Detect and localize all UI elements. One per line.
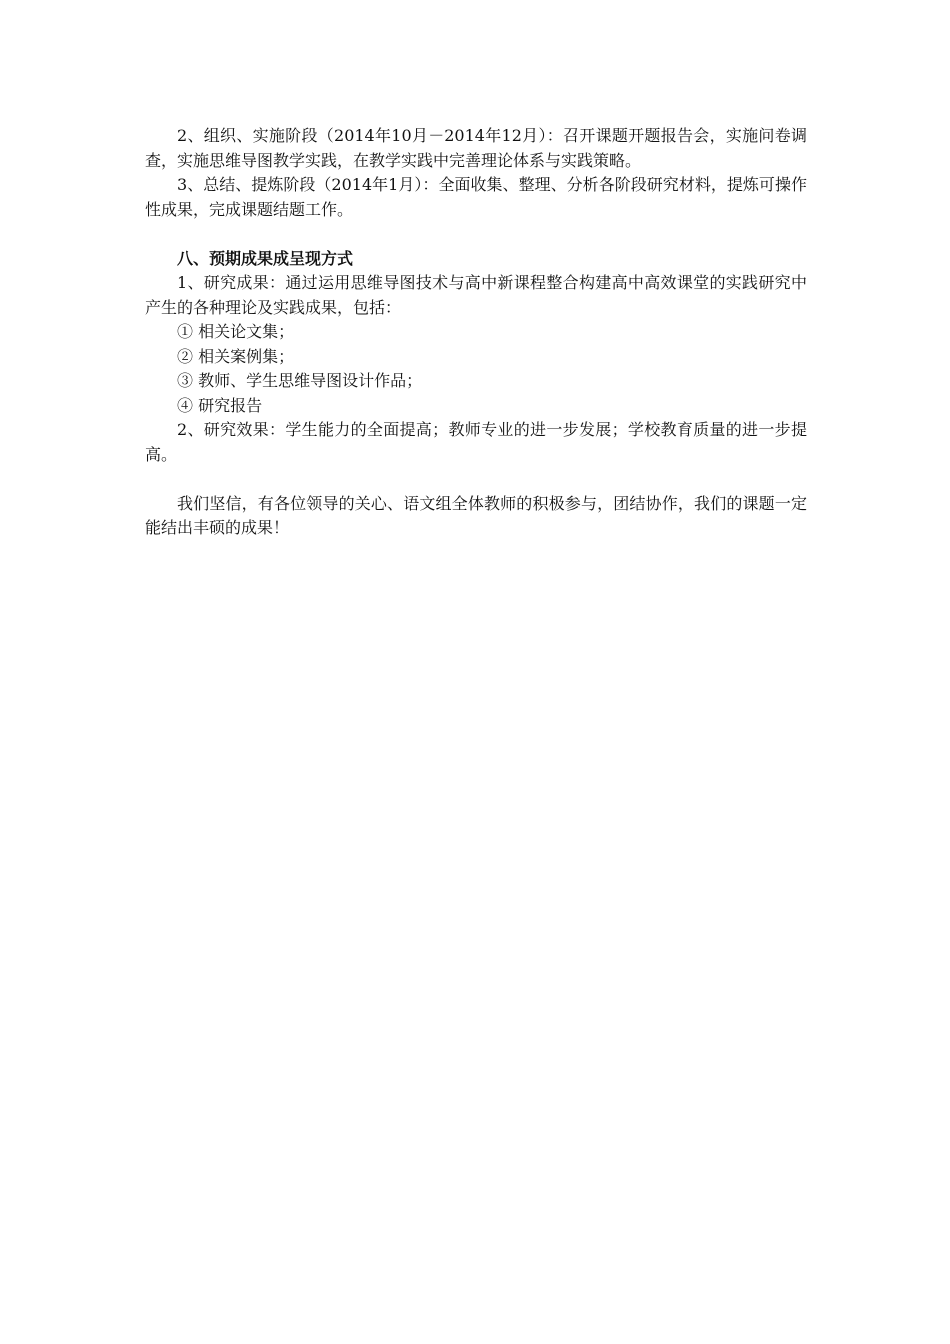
blank-line — [145, 467, 807, 492]
list-item: ③ 教师、学生思维导图设计作品； — [177, 371, 423, 390]
document-body — [145, 124, 807, 541]
blank-line — [145, 222, 807, 247]
stage-3-paragraph: 3、总结、提炼阶段（2014年1月）：全面收集、整理、分析各阶段研究材料，提炼可操作性成果，完成课题结题工作。 — [145, 175, 807, 219]
list-item: ① 相关论文集； — [177, 322, 295, 341]
section-heading: 八、预期成果成呈现方式 — [177, 248, 354, 268]
closing-paragraph: 我们坚信，有各位领导的关心、语文组全体教师的积极参与，团结协作，我们的课题一定能结出丰硕的成果！ — [145, 493, 807, 537]
list-item: ④ 研究报告 — [177, 395, 263, 415]
stage-2-paragraph: 2、组织、实施阶段（2014年10月－2014年12月）：召开课题开题报告会，实施问卷调查，实施思维导图教学实践，在教学实践中完善理论体系与实践策略。 — [145, 126, 807, 170]
research-results-paragraph: 1、研究成果：通过运用思维导图技术与高中新课程整合构建高中高效课堂的实践研究中产生的各种理论及实践成果，包括： — [145, 273, 807, 317]
research-effect-paragraph: 2、研究效果：学生能力的全面提高；教师专业的进一步发展；学校教育质量的进一步提高。 — [145, 420, 807, 464]
list-item: ② 相关案例集； — [177, 346, 295, 366]
